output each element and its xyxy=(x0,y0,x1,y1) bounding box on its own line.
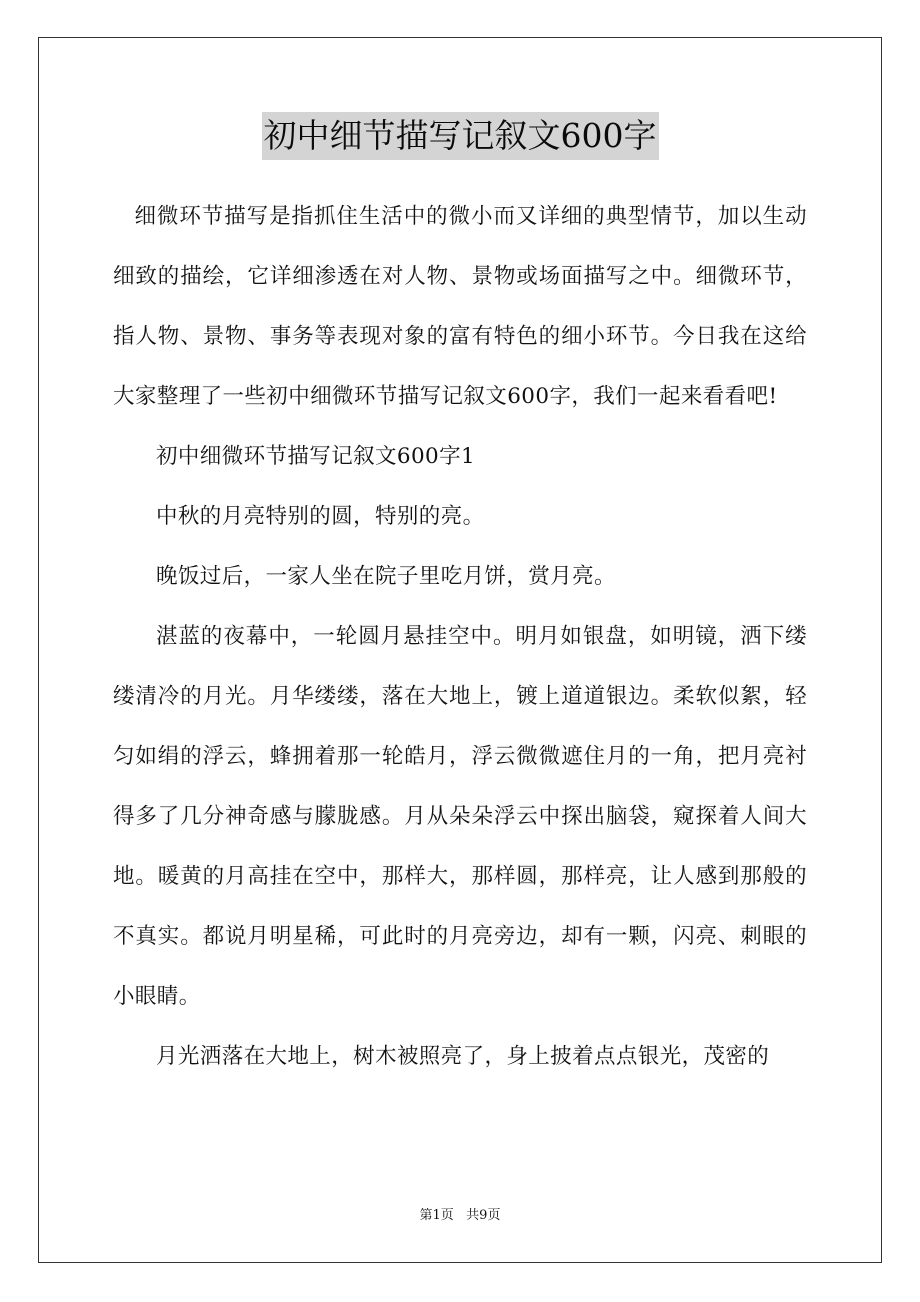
paragraph: 中秋的月亮特别的圆，特别的亮。 xyxy=(156,504,485,529)
paragraph: 湛蓝的夜幕中，一轮圆月悬挂空中。明月如银盘，如明镜，洒下缕缕清冷的月光。月华缕缕，落在大地上，镀上道道银边。柔软似絮，轻匀如绢的浮云，蜂拥着那一轮皓月，浮云微微遮住月的一角，把月亮衬得多了几分神奇感与朦胧感。月从朵朵浮云中探出脑袋，窥探着人间大地。暖黄的月高挂在空中，那样大，那样圆，那样亮，让人感到那般的不真实。都说月明星稀，可此时的月亮旁边，却有一颗，闪亮、刺眼的小眼睛。 xyxy=(113,624,807,1009)
paragraph: 月光洒落在大地上，树木被照亮了，身上披着点点银光，茂密的 xyxy=(156,1044,770,1069)
document-body xyxy=(113,187,807,1087)
page-footer: 第1页 共9页 xyxy=(419,1208,501,1223)
document-title: 初中细节描写记叙文600字 xyxy=(262,112,659,160)
title-container xyxy=(0,112,920,160)
paragraph-intro: 细微环节描写是指抓住生活中的微小而又详细的典型情节，加以生动细致的描绘，它详细渗透在对人物、景物或场面描写之中。细微环节，指人物、景物、事务等表现对象的富有特色的细小环节。今日我在这给大家整理了一些初中细微环节描写记叙文600字，我们一起来看看吧! xyxy=(113,204,807,409)
paragraph: 晚饭过后，一家人坐在院子里吃月饼，赏月亮。 xyxy=(156,564,616,589)
paragraph-section-heading: 初中细微环节描写记叙文600字1 xyxy=(156,444,476,469)
